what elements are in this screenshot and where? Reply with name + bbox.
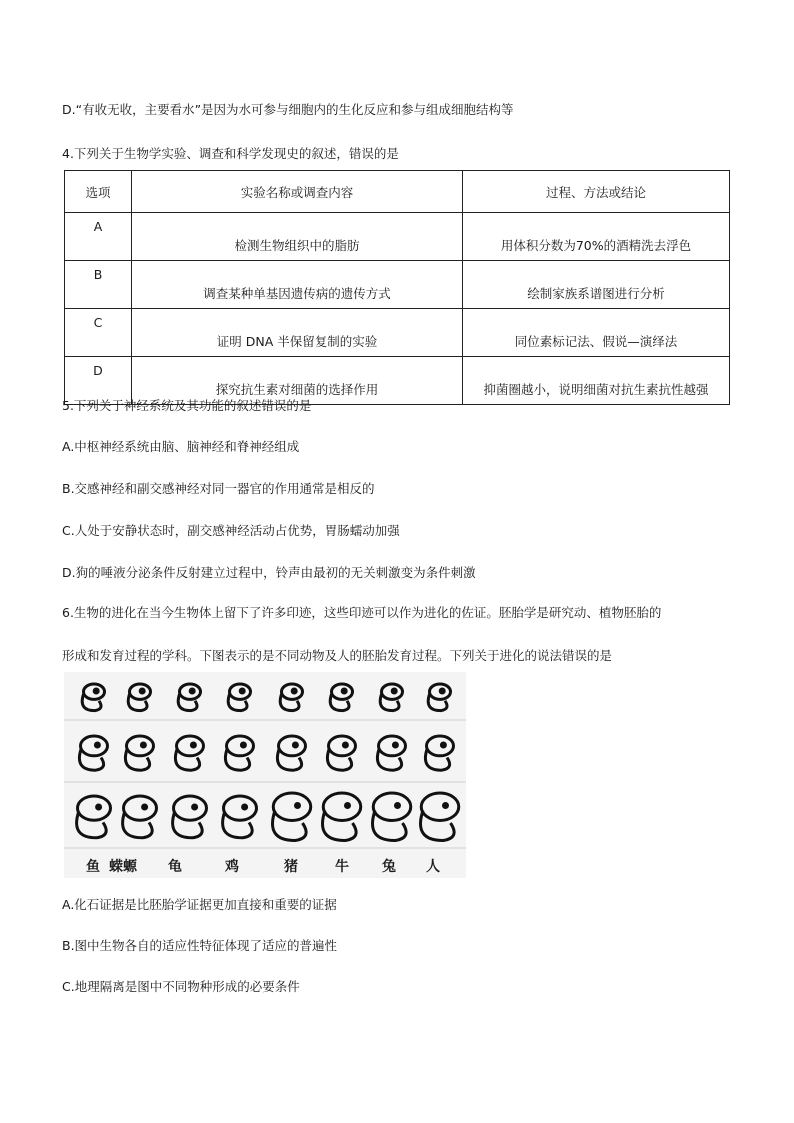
row-method: 抑菌圈越小，说明细菌对抗生素抗性越强 xyxy=(463,357,730,405)
q6-option-b: B.图中生物各自的适应性特征体现了适应的普遍性 xyxy=(62,938,338,953)
embryo-drawings xyxy=(64,672,466,878)
q5-option-d: D.狗的唾液分泌条件反射建立过程中，铃声由最初的无关刺激变为条件刺激 xyxy=(62,565,476,580)
q5-option-c: C.人处于安静状态时，副交感神经活动占优势，胃肠蠕动加强 xyxy=(62,523,400,538)
label-fish: 鱼 xyxy=(86,859,100,875)
label-salamander: 蝾螈 xyxy=(109,859,137,875)
row-method: 同位素标记法、假说—演绎法 xyxy=(463,309,730,357)
q5-stem: 5.下列关于神经系统及其功能的叙述错误的是 xyxy=(62,398,312,413)
label-rabbit: 兔 xyxy=(382,859,396,875)
table-row xyxy=(65,261,730,309)
table-row xyxy=(65,309,730,357)
table-header-row xyxy=(65,171,730,213)
q6-stem-line1: 6.生物的进化在当今生物体上留下了许多印迹，这些印迹可以作为进化的佐证。胚胎学是研究动、植物胚胎的 xyxy=(62,605,662,620)
q5-option-a: A.中枢神经系统由脑、脑神经和脊神经组成 xyxy=(62,439,300,454)
header-method: 过程、方法或结论 xyxy=(463,171,730,213)
table-row xyxy=(65,213,730,261)
embryo-development-figure xyxy=(64,672,466,878)
q4-table xyxy=(64,170,730,405)
label-chicken: 鸡 xyxy=(225,859,239,875)
header-option: 选项 xyxy=(65,171,132,213)
row-content: 调查某种单基因遗传病的遗传方式 xyxy=(132,261,463,309)
label-cow: 牛 xyxy=(335,859,349,875)
label-turtle: 龟 xyxy=(168,859,182,875)
row-option: D xyxy=(65,357,132,405)
row-method: 绘制家族系谱图进行分析 xyxy=(463,261,730,309)
label-human: 人 xyxy=(426,859,440,875)
q3-option-d: D.“有收无收，主要看水”是因为水可参与细胞内的生化反应和参与组成细胞结构等 xyxy=(62,102,514,117)
row-option: B xyxy=(65,261,132,309)
row-content: 探究抗生素对细菌的选择作用 xyxy=(132,357,463,405)
q4-stem: 4.下列关于生物学实验、调查和科学发现史的叙述，错误的是 xyxy=(62,146,399,161)
q6-stem-line2: 形成和发育过程的学科。下图表示的是不同动物及人的胚胎发育过程。下列关于进化的说法错误的是 xyxy=(62,648,613,663)
q6-option-c: C.地理隔离是图中不同物种形成的必要条件 xyxy=(62,979,300,994)
row-option: C xyxy=(65,309,132,357)
row-content: 证明 DNA 半保留复制的实验 xyxy=(132,309,463,357)
row-content: 检测生物组织中的脂肪 xyxy=(132,213,463,261)
q6-option-a: A.化石证据是比胚胎学证据更加直接和重要的证据 xyxy=(62,897,337,912)
label-pig: 猪 xyxy=(284,859,298,875)
row-method: 用体积分数为70%的酒精洗去浮色 xyxy=(463,213,730,261)
q5-option-b: B.交感神经和副交感神经对同一器官的作用通常是相反的 xyxy=(62,481,375,496)
row-option: A xyxy=(65,213,132,261)
header-content: 实验名称或调查内容 xyxy=(132,171,463,213)
